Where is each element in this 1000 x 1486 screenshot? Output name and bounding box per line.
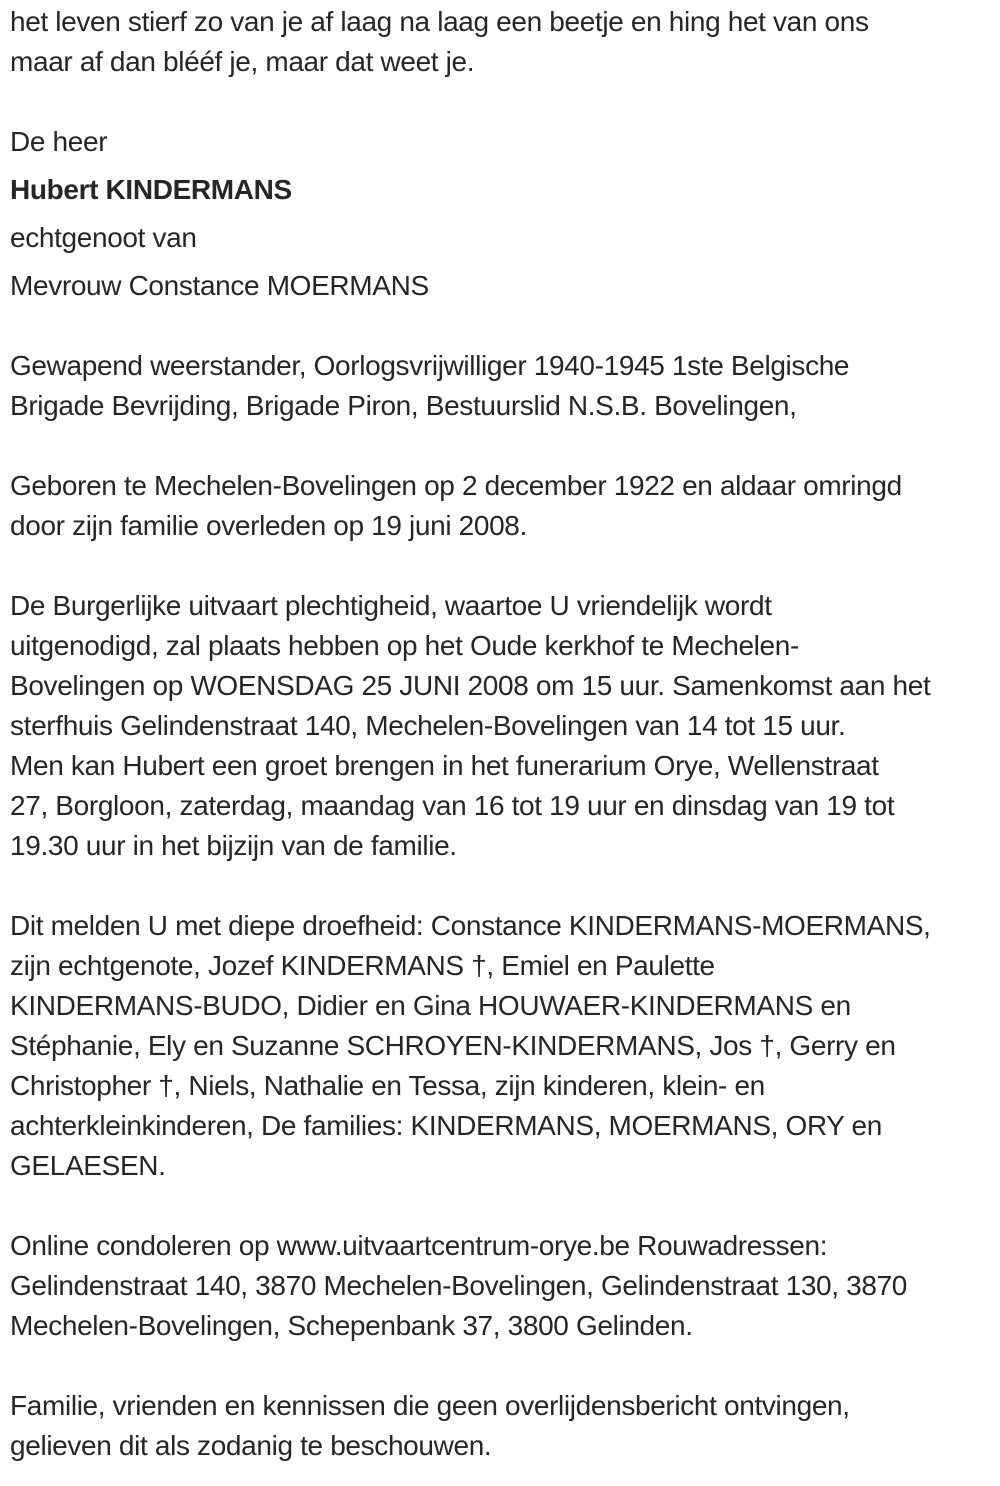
closing-note-line: gelieven dit als zodanig te beschouwen. [10, 1430, 492, 1461]
poem-line: het leven stierf zo van je af laag na laag een beetje en hing het van ons [10, 6, 869, 37]
funeral-details-line: sterfhuis Gelindenstraat 140, Mechelen-Bovelingen van 14 tot 15 uur. [10, 710, 846, 741]
birth-death-paragraph [10, 466, 998, 546]
family-announcement-line: Christopher †, Niels, Nathalie en Tessa, zijn kinderen, klein- en [10, 1070, 765, 1101]
salutation-text: De heer [10, 126, 108, 157]
closing-note-paragraph [10, 1386, 998, 1466]
family-announcement-paragraph [10, 906, 998, 1186]
titles-line: Gewapend weerstander, Oorlogsvrijwilliger 1940-1945 1ste Belgische [10, 350, 850, 381]
relation-text: echtgenoot van [10, 222, 197, 253]
funeral-details-line: Men kan Hubert een groet brengen in het funerarium Orye, Wellenstraat [10, 750, 879, 781]
funeral-details-line: uitgenodigd, zal plaats hebben op het Oude kerkhof te Mechelen- [10, 630, 799, 661]
deceased-name: Hubert KINDERMANS [10, 174, 292, 205]
family-announcement-line: achterkleinkinderen, De families: KINDERMANS, MOERMANS, ORY en [10, 1110, 883, 1141]
poem-line: maar af dan blééf je, maar dat weet je. [10, 46, 475, 77]
spouse-name-paragraph [10, 266, 998, 306]
titles-line: Brigade Bevrijding, Brigade Piron, Bestuurslid N.S.B. Bovelingen, [10, 390, 797, 421]
family-announcement-line: KINDERMANS-BUDO, Didier en Gina HOUWAER-KINDERMANS en [10, 990, 851, 1021]
funeral-details-paragraph [10, 586, 998, 866]
birth-death-line: door zijn familie overleden op 19 juni 2008. [10, 510, 527, 541]
funeral-details-line: De Burgerlijke uitvaart plechtigheid, waartoe U vriendelijk wordt [10, 590, 772, 621]
condolences-line: Gelindenstraat 140, 3870 Mechelen-Bovelingen, Gelindenstraat 130, 3870 [10, 1270, 908, 1301]
birth-death-line: Geboren te Mechelen-Bovelingen op 2 december 1922 en aldaar omringd [10, 470, 902, 501]
deceased-name-paragraph [10, 170, 998, 210]
condolences-line: Mechelen-Bovelingen, Schepenbank 37, 3800 Gelinden. [10, 1310, 693, 1341]
poem-fragment-paragraph [10, 2, 998, 82]
salutation-paragraph [10, 122, 998, 162]
relation-paragraph [10, 218, 998, 258]
funeral-details-line: 27, Borgloon, zaterdag, maandag van 16 tot 19 uur en dinsdag van 19 tot [10, 790, 895, 821]
spouse-name: Mevrouw Constance MOERMANS [10, 270, 429, 301]
closing-note-line: Familie, vrienden en kennissen die geen overlijdensbericht ontvingen, [10, 1390, 850, 1421]
family-announcement-line: Dit melden U met diepe droefheid: Constance KINDERMANS-MOERMANS, [10, 910, 931, 941]
family-announcement-line: zijn echtgenote, Jozef KINDERMANS †, Emiel en Paulette [10, 950, 715, 981]
condolences-line: Online condoleren op www.uitvaartcentrum-orye.be Rouwadressen: [10, 1230, 828, 1261]
condolences-addresses-paragraph [10, 1226, 998, 1346]
funeral-details-line: Bovelingen op WOENSDAG 25 JUNI 2008 om 15 uur. Samenkomst aan het [10, 670, 931, 701]
titles-paragraph [10, 346, 998, 426]
family-announcement-line: Stéphanie, Ely en Suzanne SCHROYEN-KINDERMANS, Jos †, Gerry en [10, 1030, 896, 1061]
funeral-details-line: 19.30 uur in het bijzijn van de familie. [10, 830, 457, 861]
family-announcement-line: GELAESEN. [10, 1150, 166, 1181]
